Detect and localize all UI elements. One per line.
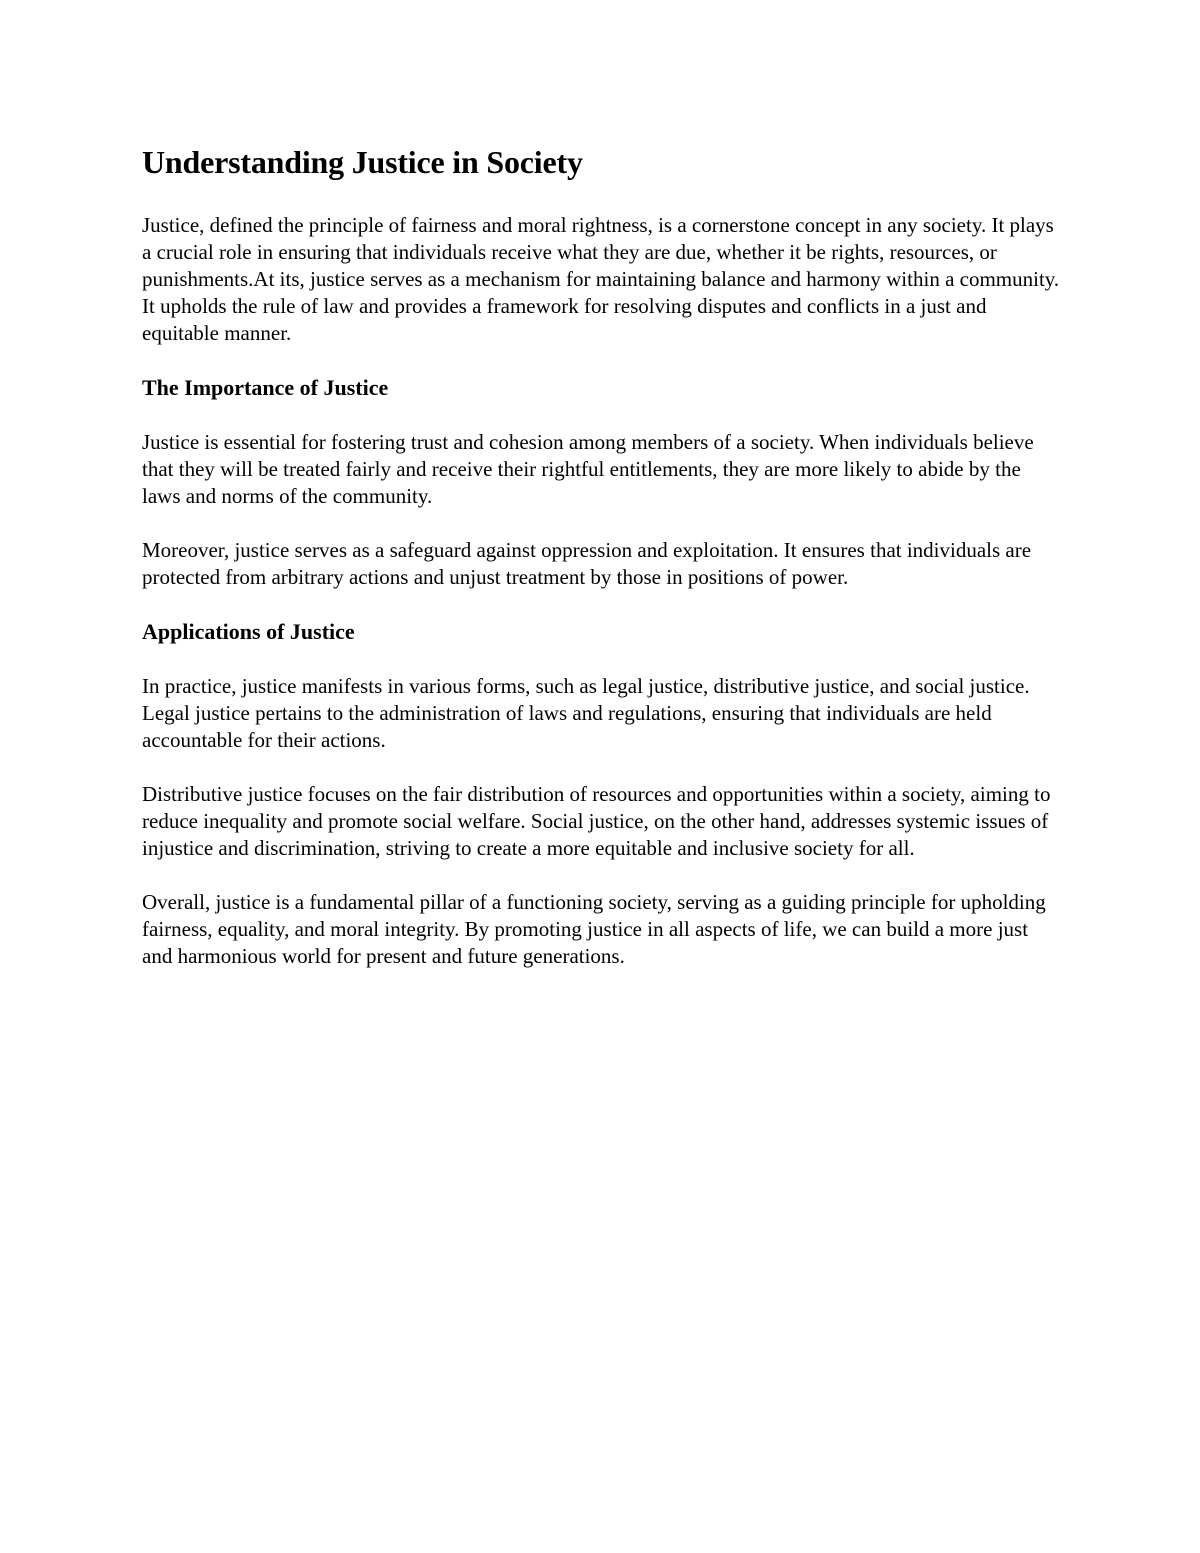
importance-paragraph-2: Moreover, justice serves as a safeguard against oppression and exploitation. It ensures that individuals are protected from arbitrary actions and unjust treatment by those in positions of power. xyxy=(142,538,1032,589)
applications-paragraph-1: In practice, justice manifests in various forms, such as legal justice, distributive justice, and social justice. Legal justice pertains to the administration of laws and regulations, ensuring that individuals are held accountable for their actions. xyxy=(142,674,1030,752)
applications-paragraph-2: Distributive justice focuses on the fair distribution of resources and opportunities within a society, aiming to reduce inequality and promote social welfare. Social justice, on the other hand, addresses systemic issues of injustice and discrimination, striving to create a more equitable and inclusive society for all. xyxy=(142,782,1051,860)
applications-paragraph-3: Overall, justice is a fundamental pillar of a functioning society, serving as a guiding principle for upholding fairness, equality, and moral integrity. By promoting justice in all aspects of life, we can build a more just and harmonious world for present and future generations. xyxy=(142,890,1046,968)
section-heading-applications: Applications of Justice xyxy=(142,619,355,644)
section-heading-importance: The Importance of Justice xyxy=(142,375,389,400)
importance-paragraph-1: Justice is essential for fostering trust and cohesion among members of a society. When individuals believe that they will be treated fairly and receive their rightful entitlements, they are more likely to abide by the laws and norms of the community. xyxy=(142,430,1034,508)
document-page xyxy=(142,140,1062,997)
document-title: Understanding Justice in Society xyxy=(142,144,583,180)
intro-paragraph: Justice, defined the principle of fairness and moral rightness, is a cornerstone concept in any society. It plays a crucial role in ensuring that individuals receive what they are due, whether it be rights, resources, or punishments.At its, justice serves as a mechanism for maintaining balance and harmony within a community. It upholds the rule of law and provides a framework for resolving disputes and conflicts in a just and equitable manner. xyxy=(142,213,1060,345)
